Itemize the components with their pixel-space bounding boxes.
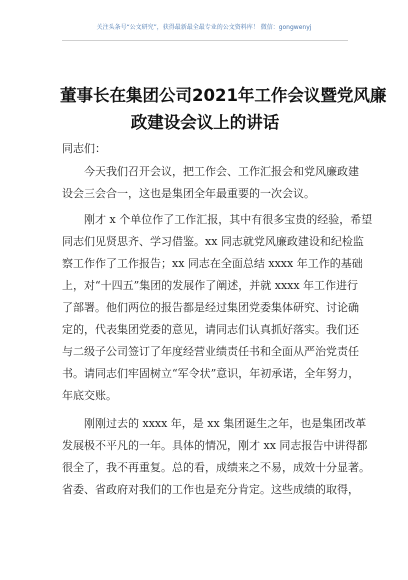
paragraph-line: 同志们见贤思齐、学习借鉴。xx 同志就党风廉政建设和纪检监 [62,235,364,248]
paragraph-2 [62,209,373,407]
header-note: 关注头条号“公文研究”，获得最新最全最专业的公文资料库！ 微信：gongwenyj [96,24,312,31]
paragraph-line: 省委、省政府对我们的工作也是充分肯定。这些成绩的取得， [62,483,359,496]
paragraph-line: 上，对“十四五”集团的发展作了阐述，并就 xxxx 年工作进行 [62,279,359,292]
paragraph-line: 与二级子公司签订了年度经营业绩责任书和全面从严治党责任 [62,345,359,358]
paragraph-line: 刚刚过去的 xxxx 年，是 xx 集团诞生之年，也是集团改革 [84,417,367,430]
document-title [60,82,387,136]
paragraph-1 [62,161,359,205]
paragraph-line: 设会三会合一，这也是集团全年最重要的一次会议。 [62,187,315,200]
paragraph-line: 发展极不平凡的一年。具体的情况，刚才 xx 同志报告中讲得都 [62,439,368,452]
paragraph-line: 定的，代表集团党委的意见，请同志们认真抓好落实。我们还 [62,323,359,336]
paragraph-line: 了部署。他们两位的报告都是经过集团党委集体研究、讨论确 [62,301,359,314]
title-line-1: 董事长在集团公司2021年工作会议暨党风廉 [60,86,387,105]
salutation: 同志们： [62,142,106,155]
paragraph-line: 年底交账。 [62,389,117,402]
paragraph-line: 今天我们召开会议，把工作会、工作汇报会和党风廉政建 [84,165,359,178]
paragraph-line: 刚才 x 个单位作了工作汇报，其中有很多宝贵的经验，希望 [84,213,373,226]
title-line-2: 政建设会议上的讲话 [130,113,280,132]
paragraph-line: 察工作作了工作报告；xx 同志在全面总结 xxxx 年工作的基础 [62,257,363,270]
header-divider [62,40,348,41]
paragraph-line: 很全了，我不再重复。总的看，成绩来之不易，成效十分显著。 [62,461,370,474]
paragraph-3 [62,413,370,501]
paragraph-line: 书。请同志们牢固树立“军令状”意识，年初承诺，全年努力， [62,367,360,380]
